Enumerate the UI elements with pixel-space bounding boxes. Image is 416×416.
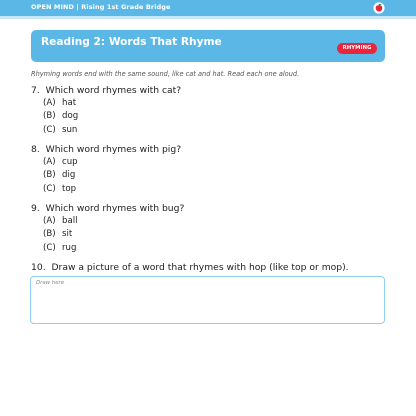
apple-icon (373, 2, 385, 14)
question-8 (31, 144, 181, 155)
option-letter: (C) (43, 125, 56, 135)
q7-option-b[interactable] (43, 111, 78, 121)
question-text: Draw a picture of a word that rhymes with hop (like top or mop). (51, 262, 349, 273)
option-text: hat (62, 98, 77, 108)
option-text: top (62, 184, 77, 194)
brand-title: OPEN MIND | Rising 1st Grade Bridge (31, 3, 171, 11)
question-text: Which word rhymes with bug? (45, 203, 185, 214)
section-header (31, 30, 385, 62)
draw-area[interactable] (30, 276, 385, 324)
question-text: Which word rhymes with cat? (45, 85, 182, 96)
option-text: sit (62, 229, 73, 239)
top-bar-divider (0, 16, 416, 19)
option-letter: (A) (43, 98, 56, 108)
option-text: ball (62, 216, 78, 226)
option-text: cup (62, 157, 78, 167)
question-10 (31, 262, 349, 273)
question-number: 9. (31, 203, 40, 214)
q7-option-a[interactable] (43, 98, 76, 108)
option-letter: (B) (43, 170, 56, 180)
option-text: dog (62, 111, 79, 121)
q8-option-c[interactable] (43, 184, 76, 194)
option-text: sun (62, 125, 78, 135)
option-letter: (A) (43, 216, 56, 226)
question-9 (31, 203, 184, 214)
q9-option-c[interactable] (43, 243, 76, 253)
section-title: Reading 2: Words That Rhyme (41, 36, 222, 48)
q8-option-b[interactable] (43, 170, 75, 180)
option-text: dig (62, 170, 76, 180)
q9-option-a[interactable] (43, 216, 78, 226)
q9-option-b[interactable] (43, 229, 72, 239)
option-letter: (C) (43, 184, 56, 194)
topic-badge: RHYMING (337, 43, 377, 54)
question-7 (31, 85, 181, 96)
option-letter: (A) (43, 157, 56, 167)
draw-area-placeholder: Draw here (36, 280, 65, 286)
option-letter: (B) (43, 111, 56, 121)
q7-option-c[interactable] (43, 125, 77, 135)
option-text: rug (62, 243, 77, 253)
question-number: 7. (31, 85, 40, 96)
top-bar (0, 0, 416, 16)
option-letter: (B) (43, 229, 56, 239)
question-number: 8. (31, 144, 40, 155)
instructions-text: Rhyming words end with the same sound, like cat and hat. Read each one aloud. (31, 70, 300, 78)
question-number: 10. (31, 262, 46, 273)
q8-option-a[interactable] (43, 157, 78, 167)
question-text: Which word rhymes with pig? (45, 144, 182, 155)
option-letter: (C) (43, 243, 56, 253)
